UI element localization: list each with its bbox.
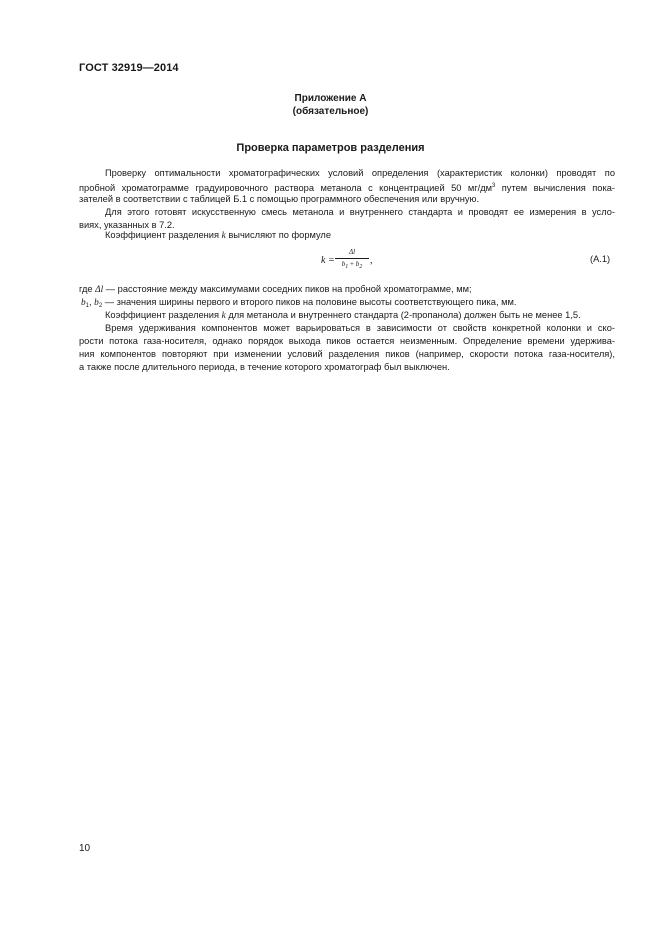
variable-k: k	[221, 311, 226, 321]
text-span: Проверку оптимальности хроматографических условий определения (характеристик колонки) проводят по	[105, 168, 615, 178]
variable-k: k	[221, 231, 226, 241]
denominator-b1: b	[341, 260, 346, 268]
symbol-b1: b	[81, 298, 86, 308]
formula-lhs: k =	[321, 255, 335, 266]
paragraph-1-line-3: зателей в соответствии с таблицей Б.1 с помощью программного обеспечения или вручную.	[79, 194, 480, 204]
paragraph-5-line-1	[79, 322, 615, 336]
subscript: 1	[345, 264, 349, 270]
text-span: Для этого готовят искусственную смесь метанола и внутреннего стандарта и проводят ее измерения в усло-	[105, 207, 615, 217]
subscript: 2	[359, 264, 363, 270]
paragraph-5-line-4: а также после длительного периода, в течение которого хроматограф был выключен.	[79, 362, 450, 372]
text-span: Коэффициент разделения	[105, 230, 222, 240]
annex-heading	[0, 92, 661, 118]
subscript: 1	[85, 303, 89, 309]
paragraph-2-line-1	[79, 206, 615, 220]
document-header: ГОСТ 32919—2014	[79, 62, 179, 74]
paragraph-2-line-2: виях, указанных в 7.2.	[79, 220, 175, 230]
equation-number: (А.1)	[590, 254, 611, 264]
text-span: — значения ширины первого и второго пиков на половине высоты соответствующего пика, мм.	[102, 297, 517, 307]
fraction-bar	[335, 258, 369, 259]
text-span: для метанола и внутреннего стандарта (2-пропанола) должен быть не менее 1,5.	[225, 310, 581, 320]
annex-title: Приложение А	[294, 93, 367, 104]
section-title: Проверка параметров разделения	[236, 142, 425, 154]
formula-fraction	[335, 248, 369, 272]
page-number: 10	[79, 843, 91, 854]
paragraph-3	[105, 229, 331, 244]
text-span: где	[79, 284, 96, 294]
text-span: ,	[89, 297, 95, 307]
text-span: Коэффициент разделения	[105, 310, 222, 320]
text-span: путем вычисления пока-	[495, 183, 615, 194]
fraction-denominator	[335, 260, 369, 272]
formula-comma: ,	[370, 255, 373, 266]
plus-sign: +	[348, 260, 356, 268]
paragraph-5-line-2: рости потока газа-носителя, однако порядок выхода пиков остается неизменным. Определение времени удержива-	[79, 336, 615, 346]
symbol-delta-l: Δl	[95, 285, 104, 295]
text-span: пробной хроматограмме градуировочного раствора метанола с концентрацией 50 мг/дм	[79, 183, 493, 194]
text-span: — расстояние между максимумами соседних пиков на пробной хроматограмме, мм;	[103, 284, 472, 294]
subscript: 2	[98, 303, 103, 309]
annex-status: (обязательное)	[292, 106, 369, 117]
symbol-b2: b	[94, 298, 99, 308]
paragraph-1-line-1	[79, 167, 615, 181]
superscript: 3	[492, 183, 496, 189]
fraction-numerator: Δl	[348, 248, 356, 256]
text-span: Время удерживания компонентов может варьироваться в зависимости от свойств конкретной колонки и ско-	[105, 323, 615, 333]
text-span: вычисляют по формуле	[225, 230, 332, 240]
denominator-b2: b	[355, 260, 360, 268]
paragraph-5-line-3: ния компонентов повторяют при изменении условий разделения пиков (например, скорости потока газа-носителя),	[79, 349, 615, 359]
